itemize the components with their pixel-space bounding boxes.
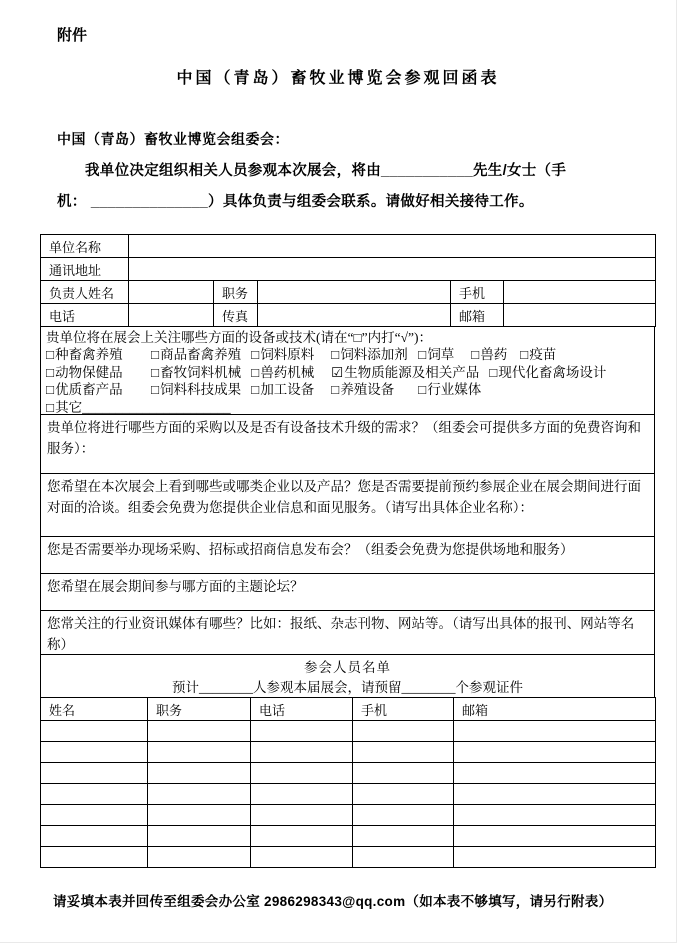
roster-header-section — [40, 654, 655, 698]
intro-line-2: 机： ______________）具体负责与组委会联系。请做好相关接待工作。 — [57, 194, 534, 210]
focus-option — [151, 364, 251, 381]
focus-option-label: 饲料原料 — [260, 347, 315, 363]
question-text: 您常关注的行业资讯媒体有哪些？比如：报纸、杂志刊物、网站等。（请写出具体的报刊、网站等名称） — [47, 616, 635, 652]
roster-empty-cell — [251, 847, 353, 868]
roster-empty-cell — [251, 763, 353, 784]
roster-empty-cell — [251, 721, 353, 742]
contact-info-table — [40, 234, 656, 327]
roster-empty-cell — [41, 784, 148, 805]
roster-empty-cell — [454, 826, 656, 847]
focus-option-label: 兽药机械 — [260, 364, 315, 380]
focus-option-label: 行业媒体 — [427, 382, 482, 398]
mailing-address-label: 通讯地址 — [41, 258, 129, 281]
email-label: 邮箱 — [451, 304, 504, 327]
focus-option-checked — [331, 364, 489, 381]
question-text: 您希望在本次展会上看到哪些或哪类企业以及产品？您是否需要提前预约参展企业在展会期间进行面对面的洽谈。组委会免费为您提供企业信息和面见服务。（请写出具体企业名称）： — [47, 479, 641, 515]
roster-empty-row — [41, 721, 656, 742]
roster-empty-cell — [454, 763, 656, 784]
email-value-cell — [504, 304, 656, 327]
focus-option — [251, 364, 331, 381]
company-name-label: 单位名称 — [41, 235, 129, 258]
roster-header-row — [41, 698, 656, 721]
checkbox-icon: □ — [331, 382, 340, 398]
focus-option-label: 畜牧饲料机械 — [160, 364, 242, 380]
salutation: 中国（青岛）畜牧业博览会组委会： — [57, 131, 289, 147]
checkbox-icon: □ — [520, 347, 529, 363]
question-companies-to-see — [40, 473, 655, 537]
question-text: 您是否需要举办现场采购、招标或招商信息发布会？（组委会免费为您提供场地和服务） — [47, 542, 574, 557]
checkbox-icon: □ — [46, 382, 55, 398]
focus-option — [46, 364, 151, 381]
roster-empty-row — [41, 763, 656, 784]
checkbox-icon: □ — [46, 364, 55, 380]
roster-col-mobile: 手机 — [353, 698, 454, 721]
roster-empty-cell — [148, 826, 251, 847]
checkbox-icon: □ — [251, 347, 260, 363]
checkbox-icon: □ — [46, 399, 55, 415]
roster-empty-row — [41, 826, 656, 847]
roster-table — [40, 697, 656, 868]
focus-option-label: 商品畜禽养殖 — [160, 347, 242, 363]
table-row — [41, 281, 656, 304]
checkbox-icon: □ — [151, 364, 160, 380]
checkbox-icon: □ — [418, 347, 427, 363]
question-text: 您希望在展会期间参与哪方面的主题论坛？ — [47, 579, 304, 594]
focus-option-label: 加工设备 — [260, 382, 315, 398]
roster-empty-cell — [148, 763, 251, 784]
mailing-address-value-cell — [129, 258, 656, 281]
roster-col-phone: 电话 — [251, 698, 353, 721]
roster-empty-cell — [353, 742, 454, 763]
roster-empty-cell — [148, 784, 251, 805]
focus-option — [520, 346, 566, 363]
focus-option — [46, 399, 241, 415]
roster-empty-cell — [454, 784, 656, 805]
focus-option — [489, 364, 616, 381]
focus-option — [251, 381, 331, 398]
roster-empty-cell — [454, 805, 656, 826]
focus-option-row — [46, 364, 648, 381]
mobile-value-cell — [504, 281, 656, 304]
table-row — [41, 258, 656, 281]
roster-empty-cell — [353, 805, 454, 826]
reply-form-table — [40, 234, 655, 868]
roster-col-email: 邮箱 — [454, 698, 656, 721]
checkbox-checked-icon: ☑ — [331, 364, 344, 380]
company-name-value-cell — [129, 235, 656, 258]
focus-option — [46, 381, 151, 398]
table-row — [41, 304, 656, 327]
checkbox-icon: □ — [489, 364, 498, 380]
roster-empty-row — [41, 805, 656, 826]
intro-line-1: 我单位决定组织相关人员参观本次展会，将由___________先生/女士（手 — [85, 163, 567, 179]
position-label: 职务 — [214, 281, 258, 304]
roster-empty-cell — [41, 721, 148, 742]
question-procurement-needs — [40, 414, 655, 474]
phone-label: 电话 — [41, 304, 129, 327]
roster-empty-cell — [41, 763, 148, 784]
checkbox-icon: □ — [46, 347, 55, 363]
roster-empty-row — [41, 847, 656, 868]
focus-option-row — [46, 399, 648, 415]
roster-empty-cell — [353, 721, 454, 742]
focus-option — [471, 346, 520, 363]
question-industry-media — [40, 610, 655, 655]
focus-option — [251, 346, 331, 363]
roster-empty-cell — [454, 721, 656, 742]
focus-option-label: 动物保健品 — [55, 364, 123, 380]
focus-option-row — [46, 381, 648, 398]
roster-empty-cell — [454, 742, 656, 763]
roster-col-name: 姓名 — [41, 698, 148, 721]
mobile-label: 手机 — [451, 281, 504, 304]
focus-option — [331, 381, 418, 398]
roster-empty-cell — [41, 847, 148, 868]
focus-option-label: 饲料科技成果 — [160, 382, 242, 398]
footer-note: 请妥填本表并回传至组委会办公室 2986298343@qq.com（如本表不够填写，请另行附表） — [53, 894, 613, 909]
roster-empty-cell — [41, 805, 148, 826]
focus-option-label: 饲料添加剂 — [340, 347, 408, 363]
position-value-cell — [258, 281, 451, 304]
roster-empty-cell — [148, 742, 251, 763]
roster-empty-row — [41, 784, 656, 805]
responsible-person-label: 负责人姓名 — [41, 281, 129, 304]
focus-option-label: 饲草 — [427, 347, 455, 363]
roster-empty-cell — [41, 826, 148, 847]
focus-option-label: 兽药 — [480, 347, 508, 363]
focus-option-label: 生物质能源及相关产品 — [344, 364, 480, 380]
roster-empty-cell — [148, 721, 251, 742]
roster-empty-cell — [251, 826, 353, 847]
focus-option-label: 养殖设备 — [340, 382, 395, 398]
focus-rows — [46, 346, 648, 415]
question-onsite-event — [40, 536, 655, 574]
focus-option-row — [46, 346, 648, 363]
checkbox-icon: □ — [471, 347, 480, 363]
roster-empty-cell — [454, 847, 656, 868]
roster-empty-cell — [148, 847, 251, 868]
roster-title: 参会人员名单 — [304, 660, 391, 675]
checkbox-icon: □ — [251, 382, 260, 398]
question-text: 贵单位将进行哪些方面的采购以及是否有设备技术升级的需求？（组委会可提供多方面的免费咨询和服务）： — [47, 420, 641, 456]
focus-option — [418, 346, 471, 363]
focus-option-label: 其它______________________ — [55, 399, 231, 415]
roster-subtitle: 预计________人参观本届展会，请预留________个参观证件 — [172, 680, 523, 695]
roster-empty-cell — [148, 805, 251, 826]
table-row — [41, 235, 656, 258]
roster-empty-cell — [353, 826, 454, 847]
focus-section — [40, 326, 655, 415]
roster-empty-cell — [353, 763, 454, 784]
focus-option-label: 疫苗 — [529, 347, 557, 363]
roster-empty-cell — [251, 742, 353, 763]
page-title: 中国（青岛）畜牧业博览会参观回函表 — [176, 70, 500, 87]
focus-option — [331, 346, 418, 363]
roster-empty-cell — [353, 847, 454, 868]
focus-option — [151, 346, 251, 363]
checkbox-icon: □ — [331, 347, 340, 363]
roster-empty-cell — [353, 784, 454, 805]
checkbox-icon: □ — [251, 364, 260, 380]
question-forum-topics — [40, 573, 655, 611]
focus-option — [151, 381, 251, 398]
attachment-label: 附件 — [57, 27, 88, 44]
focus-option-label: 种畜禽养殖 — [55, 347, 123, 363]
fax-label: 传真 — [214, 304, 258, 327]
checkbox-icon: □ — [151, 382, 160, 398]
roster-col-position: 职务 — [148, 698, 251, 721]
responsible-person-value-cell — [129, 281, 214, 304]
focus-option — [418, 381, 491, 398]
fax-value-cell — [258, 304, 451, 327]
roster-empty-cell — [41, 742, 148, 763]
roster-empty-row — [41, 742, 656, 763]
roster-empty-cell — [251, 784, 353, 805]
focus-option-label: 优质畜产品 — [55, 382, 123, 398]
checkbox-icon: □ — [418, 382, 427, 398]
focus-option — [46, 346, 151, 363]
focus-option-label: 现代化畜禽场设计 — [498, 364, 607, 380]
phone-value-cell — [129, 304, 214, 327]
focus-prompt: 贵单位将在展会上关注哪些方面的设备或技术(请在“□”内打“√”)： — [46, 330, 433, 345]
checkbox-icon: □ — [151, 347, 160, 363]
intro-paragraph — [57, 156, 619, 218]
roster-empty-cell — [251, 805, 353, 826]
